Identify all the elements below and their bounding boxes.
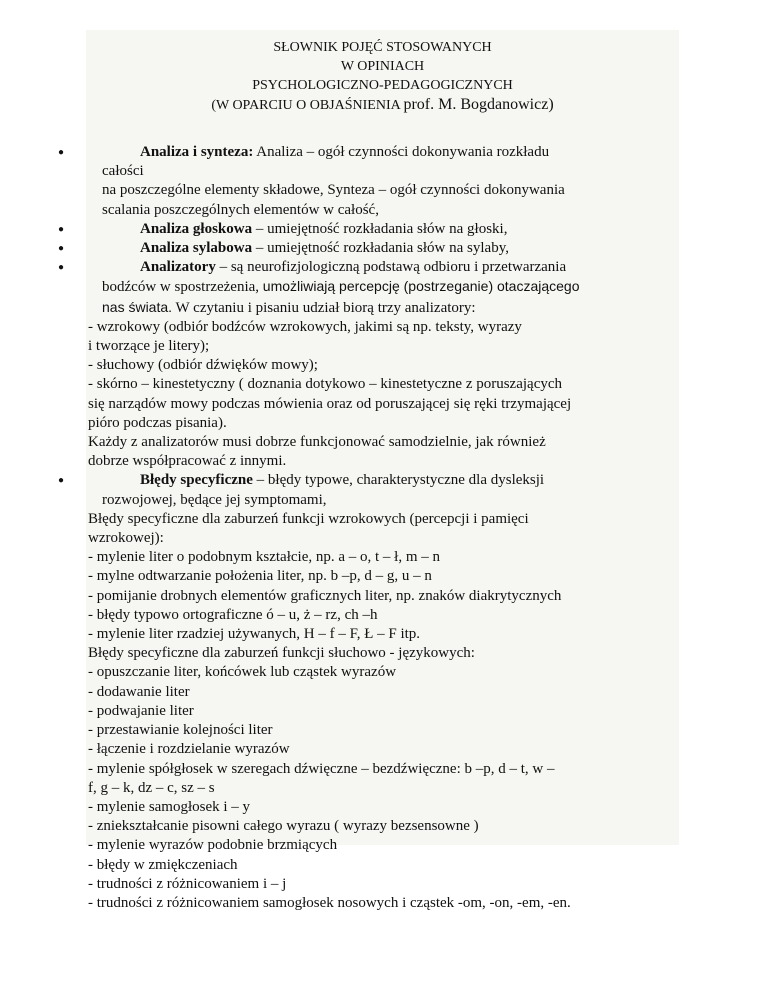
text-line: - błędy w zmiękczeniach	[88, 856, 238, 873]
entry-line	[88, 298, 674, 318]
text-line: się narządów mowy podczas mówienia oraz od poruszającej się ręki trzymającej	[88, 395, 572, 412]
definition-text: W czytaniu i pisaniu udział biorą trzy analizatory:	[172, 299, 476, 316]
list-item	[58, 258, 674, 318]
title-line-2: W OPINIACH	[340, 59, 425, 74]
entry-line	[88, 277, 674, 297]
text-line: - mylenie liter rzadziej używanych, H – f – F, Ł – F itp.	[88, 626, 421, 643]
definition-text: – błędy typowe, charakterystyczne dla dysleksji	[252, 472, 545, 489]
text-line: - trudności z różnicowaniem samogłosek nosowych i cząstek -om, -on, -em, -en.	[88, 894, 571, 911]
title-line-3: PSYCHOLOGICZNO-PEDAGOGICZNYCH	[252, 78, 513, 93]
definition-text-sans: nas świata.	[102, 298, 173, 315]
title-line-4	[86, 95, 679, 115]
list-item	[58, 471, 674, 509]
entry-line	[88, 239, 674, 258]
definition-text: – umiejętność rozkładania słów na sylaby,	[252, 240, 509, 257]
text-line: - mylenie spółgłosek w szeregach dźwięczne – bezdźwięczne: b –p, d – t, w –	[88, 760, 555, 777]
text-line: f, g – k, dz – c, sz – s	[88, 779, 215, 796]
term: Analiza i synteza:	[140, 144, 254, 160]
entry-line	[88, 220, 674, 239]
definition-text: bodźców w spostrzeżenia,	[102, 279, 263, 296]
term: Błędy specyficzne	[140, 472, 253, 489]
text-line: - mylne odtwarzanie położenia liter, np. b –p, d – g, u – n	[88, 568, 432, 585]
text-line: - dodawanie liter	[88, 683, 190, 700]
text-line: - mylenie wyrazów podobnie brzmiących	[88, 837, 338, 854]
definition-text: – są neurofizjologiczną podstawą odbioru i przetwarzania	[215, 259, 567, 276]
list-item	[58, 143, 674, 220]
list-item	[58, 220, 674, 239]
text-line: - przestawianie kolejności liter	[88, 722, 273, 739]
definition-text: Analiza – ogół czynności dokonywania rozkładu	[253, 144, 550, 160]
text-line: - mylenie liter o podobnym kształcie, np. a – o, t – ł, m – n	[88, 549, 441, 566]
entry-line: rozwojowej, będące jej symptomami,	[102, 491, 327, 508]
entry-line	[88, 258, 674, 277]
text-line: wzrokowej):	[88, 530, 164, 547]
text-line: - mylenie samogłosek i – y	[88, 798, 251, 815]
text-line: - błędy typowo ortograficzne ó – u, ż – rz, ch –h	[88, 606, 378, 623]
text-line: - skórno – kinestetyczny ( doznania dotykowo – kinestetyczne z poruszających	[88, 376, 563, 393]
bullet-icon: ●	[58, 243, 65, 255]
text-line: - słuchowy (odbiór dźwięków mowy);	[88, 357, 318, 374]
text-line: Każdy z analizatorów musi dobrze funkcjonować samodzielnie, jak również	[88, 434, 546, 451]
entry-line	[88, 471, 674, 490]
title-line-4-small: (W OPARCIU O OBJAŚNIENIA	[211, 98, 404, 113]
text-line: Błędy specyficzne dla zaburzeń funkcji słuchowo - językowych:	[88, 645, 475, 662]
entry-line: całości	[102, 163, 144, 180]
bullet-icon: ●	[58, 147, 65, 158]
text-line: pióro podczas pisania).	[88, 414, 227, 431]
text-line: - podwajanie liter	[88, 702, 194, 719]
text-line: - pomijanie drobnych elementów graficznych liter, np. znaków diakrytycznych	[88, 587, 562, 604]
bullet-icon: ●	[58, 475, 65, 487]
document-body	[58, 143, 674, 913]
term: Analiza sylabowa	[140, 240, 253, 257]
definition-text-sans: umożliwiają percepcję (postrzeganie) otaczającego	[262, 278, 580, 295]
text-line: - wzrokowy (odbiór bodźców wzrokowych, jakimi są np. teksty, wyrazy	[88, 318, 522, 335]
term: Analizatory	[140, 259, 216, 276]
definition-text: – umiejętność rozkładania słów na głoski,	[252, 220, 508, 237]
text-line: Błędy specyficzne dla zaburzeń funkcji wzrokowych (percepcji i pamięci	[88, 510, 529, 527]
text-line: - łączenie i rozdzielanie wyrazów	[88, 741, 290, 758]
title-author: prof. M. Bogdanowicz)	[403, 96, 554, 113]
entry-line: scalania poszczególnych elementów w całość,	[102, 201, 379, 218]
text-line: i tworzące je litery);	[88, 338, 210, 355]
text-line: - opuszczanie liter, końcówek lub cząstek wyrazów	[88, 664, 397, 681]
list-item	[58, 239, 674, 258]
bullet-icon: ●	[58, 262, 65, 274]
entry-line: na poszczególne elementy składowe, Synteza – ogół czynności dokonywania	[102, 182, 565, 199]
bullet-icon: ●	[58, 223, 65, 235]
title-line-1: SŁOWNIK POJĘĆ STOSOWANYCH	[273, 40, 492, 55]
entry-line	[88, 143, 674, 162]
term: Analiza głoskowa	[140, 220, 253, 237]
text-line: - trudności z różnicowaniem i – j	[88, 875, 287, 892]
text-line: dobrze współpracować z innymi.	[88, 453, 287, 470]
document-title	[86, 38, 679, 115]
text-line: - zniekształcanie pisowni całego wyrazu ( wyrazy bezsensowne )	[88, 818, 479, 835]
